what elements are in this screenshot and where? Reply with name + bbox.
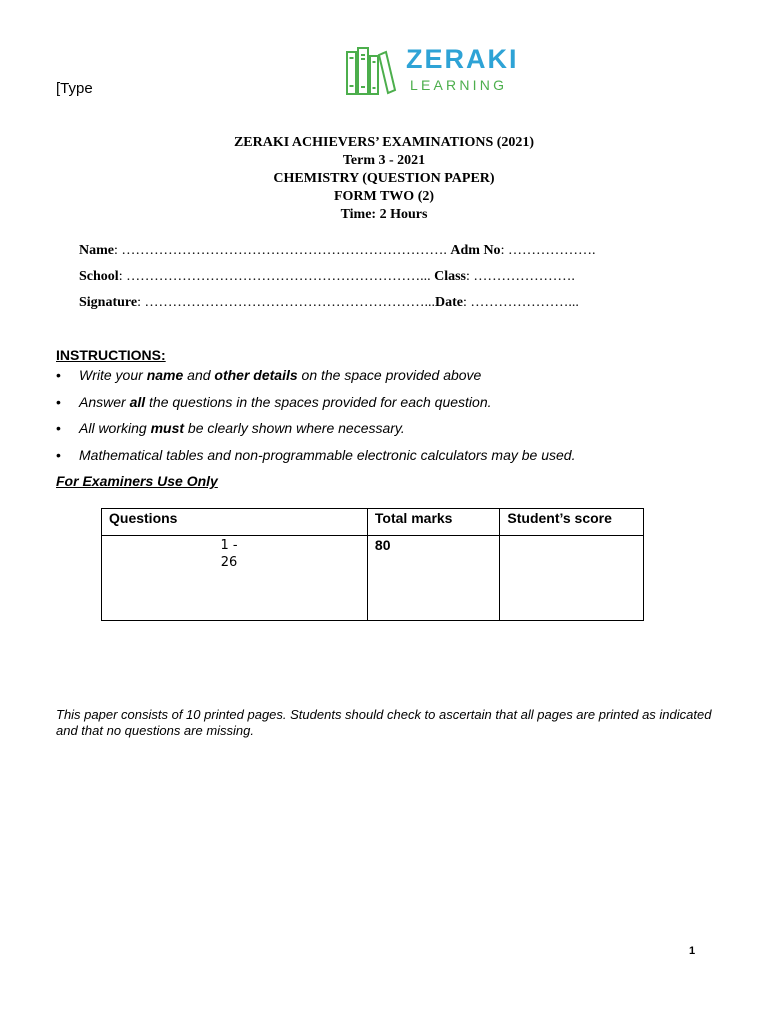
name-row: [79, 240, 595, 266]
exam-heading: [0, 134, 768, 224]
signature-row: [79, 292, 595, 318]
candidate-details: [79, 240, 595, 318]
exam-term: Term 3 - 2021: [342, 153, 426, 168]
bullet-icon: •: [56, 420, 61, 436]
logo-wordmark: ZERAKI: [406, 44, 519, 74]
exam-time: Time: 2 Hours: [340, 207, 428, 222]
instructions-title: INSTRUCTIONS:: [56, 347, 166, 363]
marks-table: [101, 508, 644, 621]
exam-subject: CHEMISTRY (QUESTION PAPER): [273, 171, 495, 186]
class-field[interactable]: : ………………….: [465, 269, 575, 284]
instruction-item: • All working must be clearly shown where necessary.: [56, 420, 405, 436]
instruction-item: • Answer all the questions in the spaces provided for each question.: [56, 393, 492, 410]
questions-range-end: 26: [220, 555, 238, 570]
name-field[interactable]: : …………………………………………………………….: [114, 243, 451, 258]
questions-range-start: 1 -: [220, 538, 238, 553]
bullet-icon: •: [56, 393, 61, 410]
instructions-list: [56, 366, 575, 472]
questions-header: Questions: [102, 509, 368, 536]
zeraki-logo: [344, 44, 534, 98]
name-label: Name: [79, 243, 114, 258]
date-label: Date: [434, 295, 463, 310]
school-row: [79, 266, 595, 292]
instruction-item: • Write your name and other details on the space provided above: [56, 367, 482, 383]
student-score-header: Student’s score: [500, 509, 644, 536]
logo-subtitle: LEARNING: [410, 77, 508, 93]
instruction-item: • Mathematical tables and non-programmable electronic calculators may be used.: [56, 446, 576, 463]
footer-note: This paper consists of 10 printed pages. Students should check to ascertain that all pages are printed as indicated and that no questions are missing.: [56, 707, 712, 738]
books-icon: [344, 46, 398, 96]
date-field[interactable]: : …………………...: [462, 295, 579, 310]
table-header-row: [102, 509, 644, 536]
total-marks-header: Total marks: [367, 509, 499, 536]
adm-label: Adm No: [450, 243, 501, 258]
questions-cell: [102, 536, 368, 621]
school-label: School: [79, 269, 119, 284]
school-field[interactable]: : ………………………………………………………...: [118, 269, 435, 284]
total-marks-cell: 80: [367, 536, 499, 621]
exam-title: ZERAKI ACHIEVERS’ EXAMINATIONS (2021): [233, 135, 535, 150]
student-score-cell[interactable]: [500, 536, 644, 621]
class-label: Class: [434, 269, 466, 284]
examiners-use-title: For Examiners Use Only: [56, 473, 218, 489]
adm-field[interactable]: : ……………….: [500, 243, 596, 258]
page-number: 1: [689, 945, 696, 957]
bullet-icon: •: [56, 446, 61, 463]
exam-form: FORM TWO (2): [333, 189, 435, 204]
signature-field[interactable]: : ……………………………………………………...: [137, 295, 435, 310]
bullet-icon: •: [56, 367, 61, 383]
signature-label: Signature: [79, 295, 138, 310]
corner-placeholder-text: [Type: [56, 80, 93, 97]
table-row: [102, 536, 644, 621]
